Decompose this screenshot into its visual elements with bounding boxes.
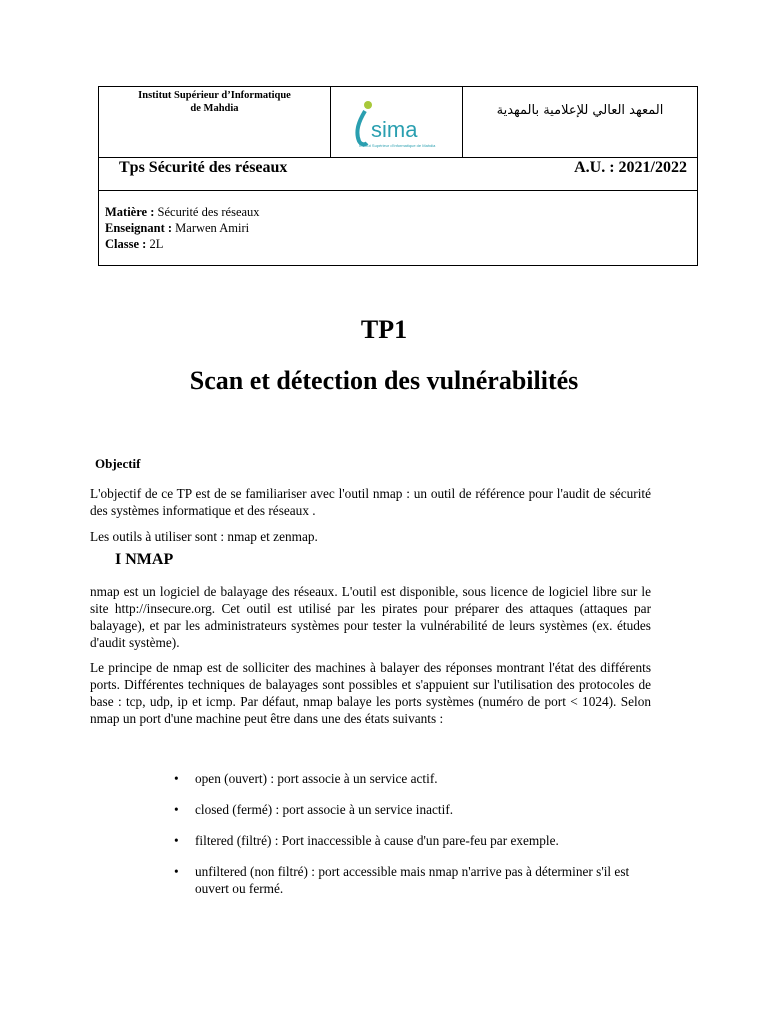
header-row-institution [99, 87, 697, 158]
class-value: 2L [149, 237, 164, 251]
logo-tagline: Institut Supérieur d'Informatique de Mahdia [359, 143, 436, 148]
bullet-icon: • [174, 833, 179, 848]
nmap-principle-paragraph: Le principe de nmap est de solliciter des machines à balayer des réponses montrant l'état des différents ports. Différentes techniques de balayages sont possibles et s'appuient sur l'utilisation des protocoles de base : tcp, udp, ip et icmp. Par défaut, nmap balaye les ports systèmes (numéro de port < 1024). Selon nmap un port d'une machine peut être dans une des états suivants : [90, 660, 651, 726]
list-item [170, 832, 650, 849]
bullet-icon: • [174, 802, 179, 817]
port-states-list [170, 770, 650, 911]
header-table [98, 86, 698, 266]
teacher-line [105, 220, 260, 236]
list-item-text: open (ouvert) : port associe à un service actif. [195, 771, 438, 786]
bullet-icon: • [174, 864, 179, 879]
subject-value: Sécurité des réseaux [157, 205, 260, 219]
list-item-text: closed (fermé) : port associe à un service inactif. [195, 802, 454, 817]
institute-name-line-1: Institut Supérieur d’Informatique [138, 90, 291, 101]
teacher-value: Marwen Amiri [175, 221, 250, 235]
logo-cell [331, 87, 463, 157]
tp-number: TP1 [360, 315, 408, 344]
academic-year: A.U. : 2021/2022 [574, 159, 687, 176]
nmap-intro-paragraph: nmap est un logiciel de balayage des réseaux. L'outil est disponible, sous licence de logiciel libre sur le site http://insecure.org. Cet outil est utilisé par les pirates pour préparer des attaques (attaques par balayage), et par les administrateurs systèmes pour tester la vulnérabilité de leurs systèmes (ex. études d'audit système). [90, 584, 651, 650]
teacher-label: Enseignant : [105, 221, 173, 235]
bullet-icon: • [174, 771, 179, 786]
document-title: Scan et détection des vulnérabilités [189, 366, 579, 395]
isima-logo [349, 97, 445, 149]
tools-paragraph: Les outils à utiliser sont : nmap et zenmap. [90, 529, 318, 544]
class-label: Classe : [105, 237, 147, 251]
subject-line [105, 204, 260, 220]
header-row-info [99, 190, 697, 267]
institute-name-line-2: de Mahdia [190, 103, 239, 114]
list-item [170, 770, 650, 787]
list-item [170, 863, 650, 897]
objective-heading: Objectif [95, 456, 141, 471]
course-title: Tps Sécurité des réseaux [119, 159, 288, 176]
institute-name [99, 87, 331, 157]
list-item [170, 801, 650, 818]
subject-label: Matière : [105, 205, 155, 219]
header-row-course [99, 157, 697, 191]
section-heading-nmap: I NMAP [115, 551, 174, 568]
list-item-text: unfiltered (non filtré) : port accessible mais nmap n'arrive pas à déterminer s'il est ouvert ou fermé. [195, 864, 630, 896]
arabic-institute-name: المعهد العالي للإعلامية بالمهدية [496, 103, 664, 118]
list-item-text: filtered (filtré) : Port inaccessible à cause d'un pare-feu par exemple. [195, 833, 559, 848]
class-line [105, 236, 260, 252]
objective-paragraph: L'objectif de ce TP est de se familiariser avec l'outil nmap : un outil de référence pour l'audit de sécurité des systèmes informatique et des réseaux . [90, 486, 651, 518]
logo-text: sima [371, 117, 418, 142]
